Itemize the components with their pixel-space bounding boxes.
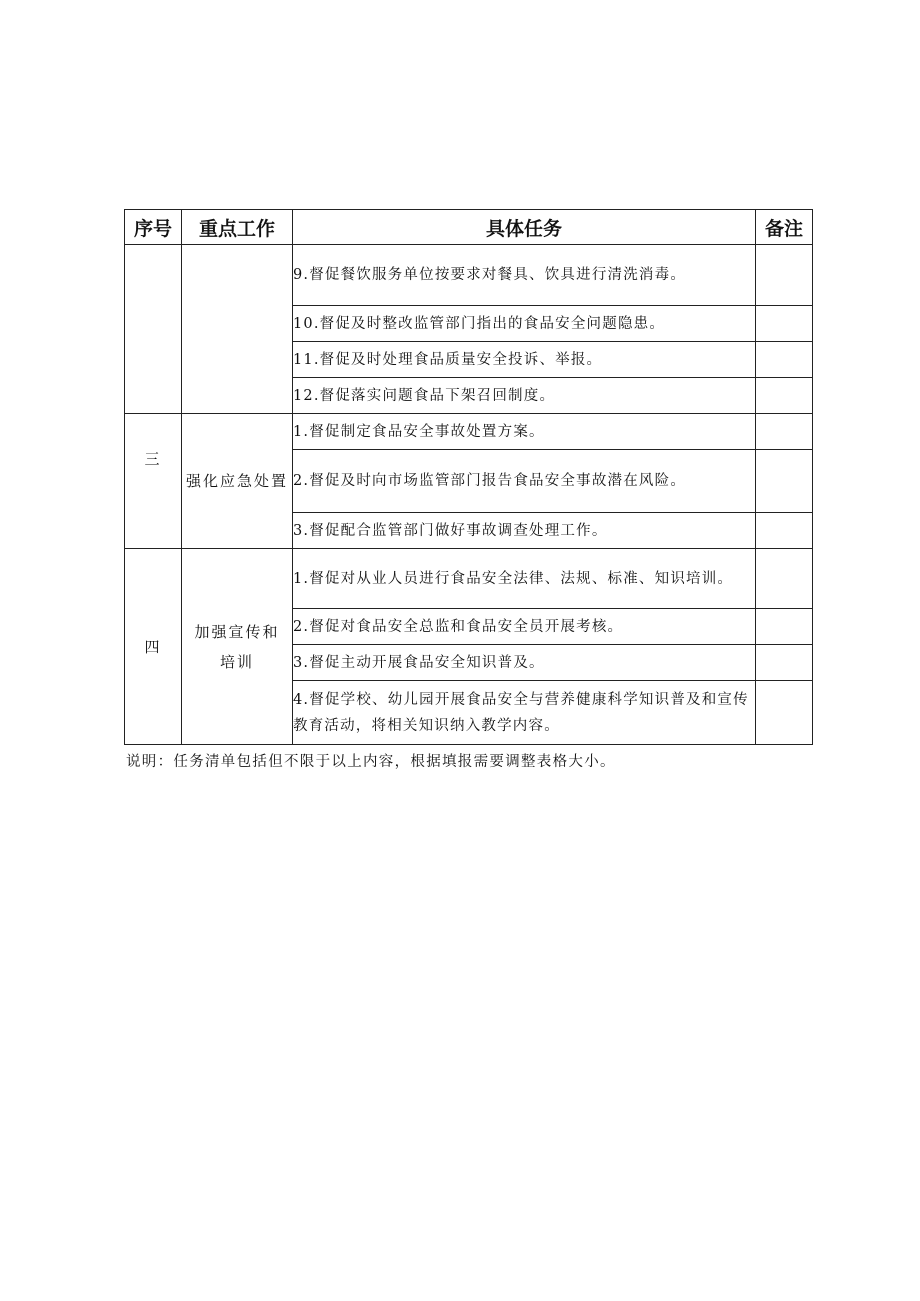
note-cell: [756, 609, 813, 645]
work-label-training: 加强宣传和培训: [194, 622, 280, 671]
work-cell-training: [182, 549, 293, 745]
note-cell: [756, 645, 813, 681]
note-cell: [756, 681, 813, 745]
task-cell: 11.督促及时处理食品质量安全投诉、举报。: [293, 342, 756, 378]
table-row: [125, 245, 813, 306]
seq-cell-four: 四: [125, 549, 182, 745]
note-cell: [756, 342, 813, 378]
seq-cell: [125, 245, 182, 414]
task-cell: 2.督促对食品安全总监和食品安全员开展考核。: [293, 609, 756, 645]
task-cell: 1.督促制定食品安全事故处置方案。: [293, 414, 756, 450]
note-cell: [756, 245, 813, 306]
header-note: 备注: [756, 210, 813, 245]
seq-label-three: 三: [144, 450, 162, 468]
table-row: [125, 414, 813, 450]
task-cell: 12.督促落实问题食品下架召回制度。: [293, 378, 756, 414]
task-cell: 4.督促学校、幼儿园开展食品安全与营养健康科学知识普及和宣传教育活动，将相关知识纳入教学内容。: [293, 681, 756, 745]
note-cell: [756, 378, 813, 414]
task-cell: 9.督促餐饮服务单位按要求对餐具、饮具进行清洗消毒。: [293, 245, 756, 306]
header-task: 具体任务: [293, 210, 756, 245]
work-cell: [182, 245, 293, 414]
task-cell: 2.督促及时向市场监管部门报告食品安全事故潜在风险。: [293, 450, 756, 513]
footnote: 说明：任务清单包括但不限于以上内容，根据填报需要调整表格大小。: [126, 754, 616, 770]
note-cell: [756, 513, 813, 549]
work-cell-emergency: 强化应急处置: [182, 414, 293, 549]
note-cell: [756, 306, 813, 342]
task-list-table: [124, 209, 813, 745]
note-cell: [756, 450, 813, 513]
task-cell: 3.督促配合监管部门做好事故调查处理工作。: [293, 513, 756, 549]
note-cell: [756, 414, 813, 450]
task-cell: 1.督促对从业人员进行食品安全法律、法规、标准、知识培训。: [293, 549, 756, 609]
task-cell: 3.督促主动开展食品安全知识普及。: [293, 645, 756, 681]
seq-cell-three: [125, 414, 182, 549]
header-work: 重点工作: [182, 210, 293, 245]
note-cell: [756, 549, 813, 609]
header-row: [125, 210, 813, 245]
task-cell: 10.督促及时整改监管部门指出的食品安全问题隐患。: [293, 306, 756, 342]
header-seq: 序号: [125, 210, 182, 245]
table-row: [125, 549, 813, 609]
